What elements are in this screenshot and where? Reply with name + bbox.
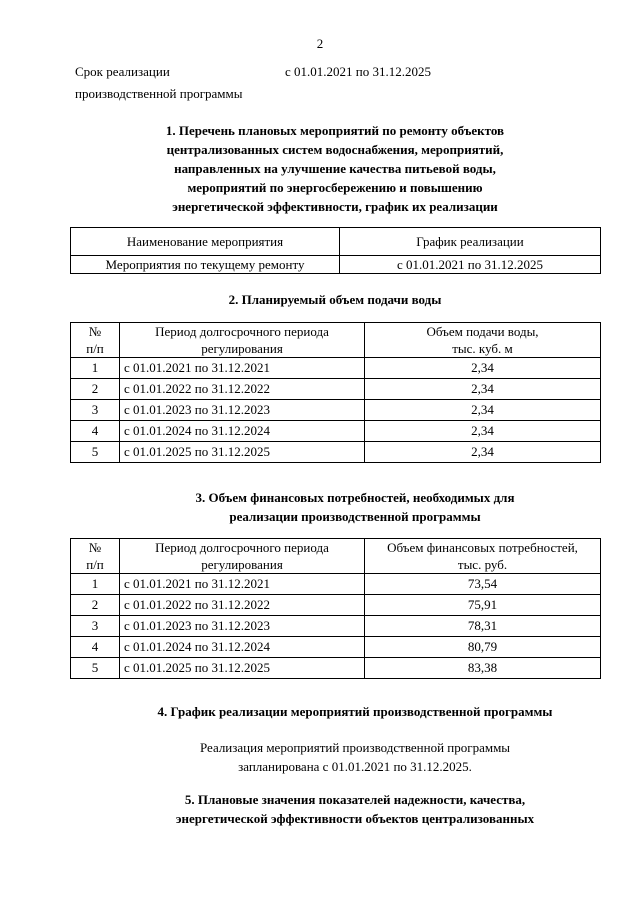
- table-cell-num: 3: [71, 400, 120, 421]
- table-cell-period: с 01.01.2024 по 31.12.2024: [120, 421, 365, 442]
- header-text: тыс. куб. м: [452, 341, 513, 356]
- table-header-value: [365, 539, 601, 574]
- table-cell-period: с 01.01.2025 по 31.12.2025: [120, 658, 365, 679]
- table-row: [71, 256, 601, 274]
- section5-title-line: 5. Плановые значения показателей надежности, качества,: [184, 792, 526, 807]
- table-row: [71, 421, 601, 442]
- header-text: п/п: [86, 557, 104, 572]
- section1-title-line: централизованных систем водоснабжения, мероприятий,: [166, 142, 504, 157]
- section4-text-line: Реализация мероприятий производственной программы: [199, 740, 511, 755]
- table-cell-value: 78,31: [365, 616, 601, 637]
- table-cell: с 01.01.2021 по 31.12.2025: [340, 256, 601, 274]
- table-cell-value: 2,34: [365, 358, 601, 379]
- section1-title-line: 1. Перечень плановых мероприятий по ремонту объектов: [165, 123, 505, 138]
- section2-title: 2. Планируемый объем подачи воды: [228, 292, 442, 307]
- table-header: График реализации: [340, 228, 601, 256]
- table-header-value: [365, 323, 601, 358]
- term-label-line1: Срок реализации: [75, 64, 170, 79]
- term-label-line2: производственной программы: [75, 86, 243, 101]
- table-cell-period: с 01.01.2023 по 31.12.2023: [120, 616, 365, 637]
- table-cell-num: 1: [71, 574, 120, 595]
- term-value: с 01.01.2021 по 31.12.2025: [285, 64, 431, 79]
- section5-title-line: энергетической эффективности объектов централизованных: [175, 811, 535, 826]
- table-row: [71, 637, 601, 658]
- header-text: Период долгосрочного периода: [155, 540, 329, 555]
- header-text: тыс. руб.: [457, 557, 508, 572]
- table-header-num: [71, 539, 120, 574]
- table-cell-num: 4: [71, 421, 120, 442]
- table-header-period: [120, 323, 365, 358]
- table-cell-period: с 01.01.2021 по 31.12.2021: [120, 574, 365, 595]
- table-row: [71, 616, 601, 637]
- table-cell-num: 2: [71, 379, 120, 400]
- financial-needs-table: [70, 538, 601, 679]
- section5-title: [0, 790, 640, 828]
- section1-title-line: направленных на улучшение качества питьевой воды,: [174, 161, 496, 176]
- table-cell: Мероприятия по текущему ремонту: [71, 256, 340, 274]
- table-cell-period: с 01.01.2022 по 31.12.2022: [120, 379, 365, 400]
- table-row: [71, 400, 601, 421]
- table-header-period: [120, 539, 365, 574]
- table-row: [71, 574, 601, 595]
- header-text: п/п: [86, 341, 104, 356]
- section3-title-line: реализации производственной программы: [229, 509, 481, 524]
- header-text: №: [88, 324, 102, 339]
- table-cell-num: 3: [71, 616, 120, 637]
- table-cell-value: 80,79: [365, 637, 601, 658]
- table-cell-num: 1: [71, 358, 120, 379]
- table-cell-num: 5: [71, 442, 120, 463]
- table-row: [71, 358, 601, 379]
- table-cell-value: 73,54: [365, 574, 601, 595]
- table-cell-value: 75,91: [365, 595, 601, 616]
- table-cell-num: 5: [71, 658, 120, 679]
- table-cell-num: 4: [71, 637, 120, 658]
- repair-plan-table: [70, 227, 601, 274]
- table-row: [71, 658, 601, 679]
- header-text: Объем подачи воды,: [426, 324, 539, 339]
- table-cell-value: 2,34: [365, 442, 601, 463]
- table-cell-num: 2: [71, 595, 120, 616]
- header-text: регулирования: [201, 557, 283, 572]
- section1-title: [0, 121, 640, 216]
- table-cell-value: 2,34: [365, 400, 601, 421]
- table-row: [71, 595, 601, 616]
- table-cell-period: с 01.01.2025 по 31.12.2025: [120, 442, 365, 463]
- header-text: Период долгосрочного периода: [155, 324, 329, 339]
- table-cell-period: с 01.01.2024 по 31.12.2024: [120, 637, 365, 658]
- table-header-num: [71, 323, 120, 358]
- section1-title-line: энергетической эффективности, график их реализации: [172, 199, 498, 214]
- header-text: регулирования: [201, 341, 283, 356]
- section4-text: [0, 738, 640, 776]
- section3-title-line: 3. Объем финансовых потребностей, необходимых для: [195, 490, 515, 505]
- table-row: [71, 379, 601, 400]
- section4-title: 4. График реализации мероприятий производственной программы: [157, 704, 553, 719]
- table-cell-period: с 01.01.2021 по 31.12.2021: [120, 358, 365, 379]
- water-supply-table: [70, 322, 601, 463]
- table-cell-period: с 01.01.2023 по 31.12.2023: [120, 400, 365, 421]
- header-text: Объем финансовых потребностей,: [387, 540, 578, 555]
- section4-text-line: запланирована с 01.01.2021 по 31.12.2025.: [238, 759, 472, 774]
- section3-title: [0, 488, 640, 526]
- table-cell-value: 83,38: [365, 658, 601, 679]
- table-cell-period: с 01.01.2022 по 31.12.2022: [120, 595, 365, 616]
- table-row: [71, 442, 601, 463]
- page-number: 2: [316, 36, 324, 51]
- header-text: №: [88, 540, 102, 555]
- table-cell-value: 2,34: [365, 421, 601, 442]
- section1-title-line: мероприятий по энергосбережению и повышению: [187, 180, 483, 195]
- table-header: Наименование мероприятия: [71, 228, 340, 256]
- table-cell-value: 2,34: [365, 379, 601, 400]
